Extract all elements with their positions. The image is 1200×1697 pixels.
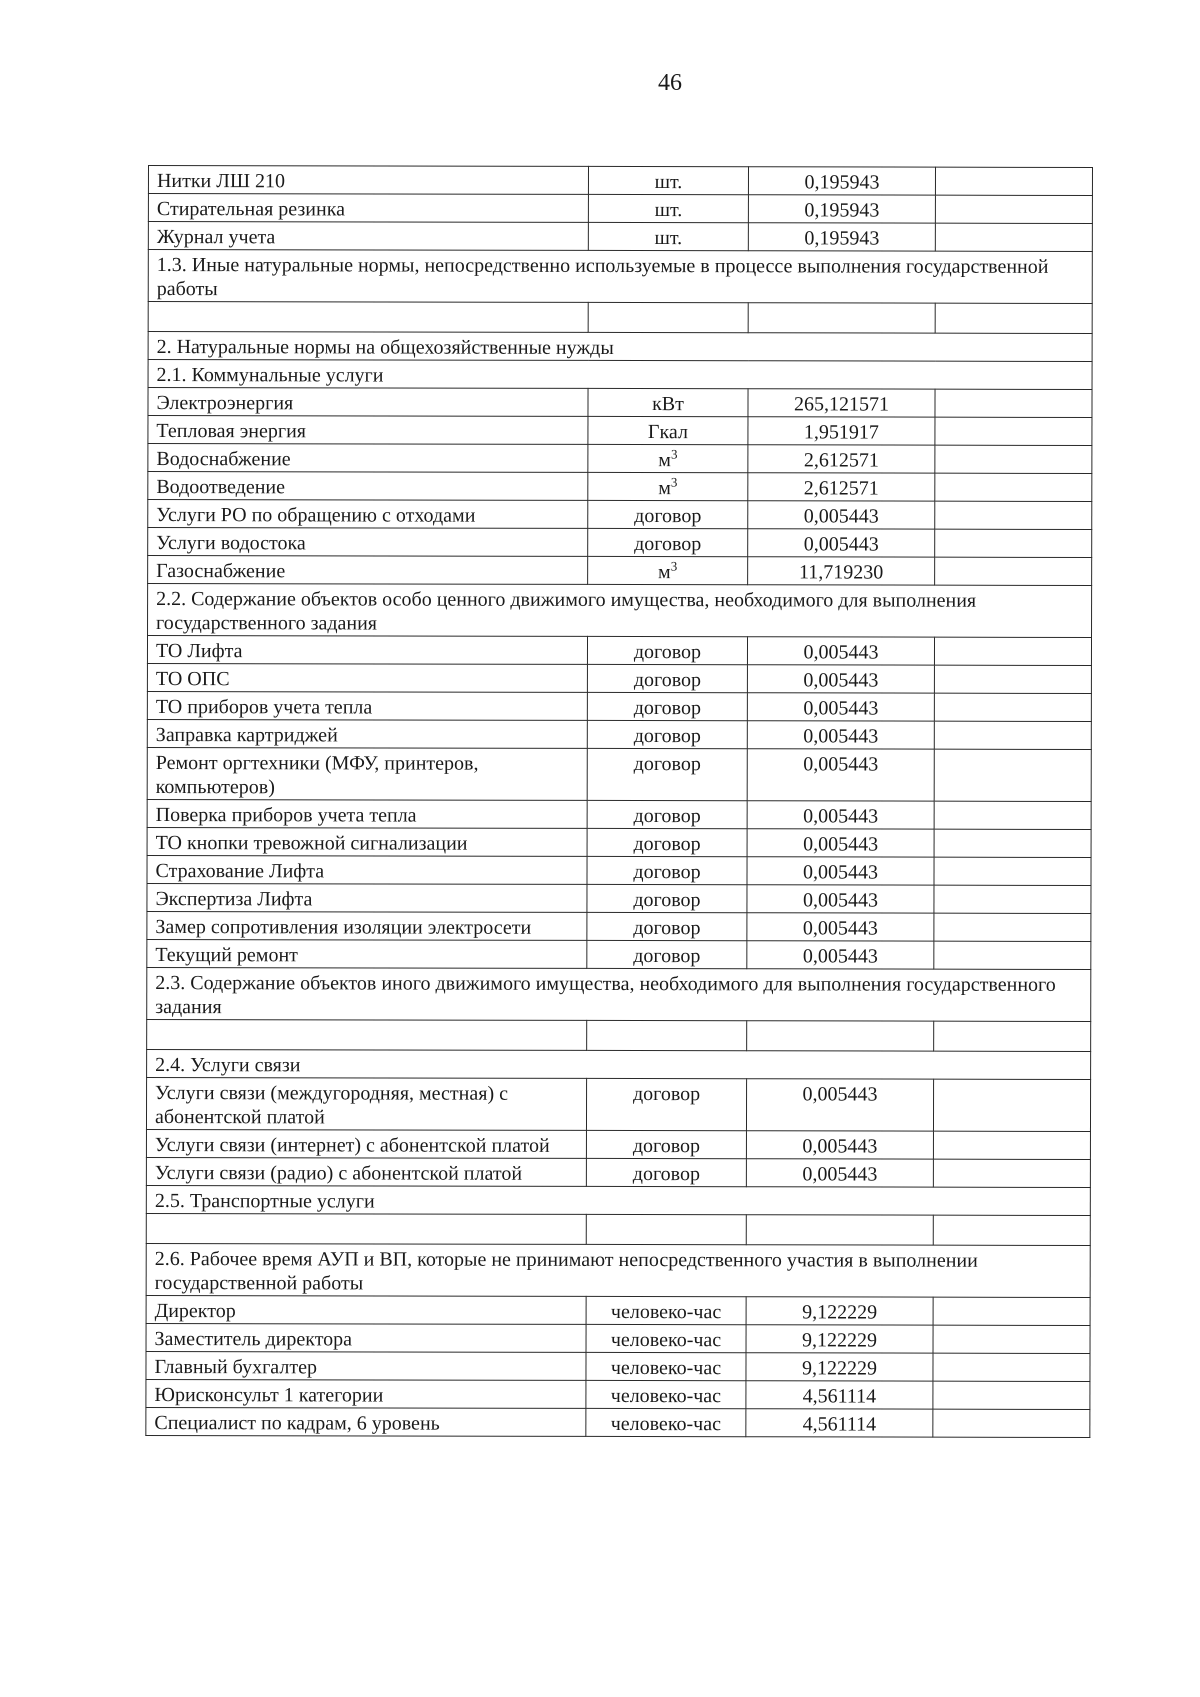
table-row [146,1323,1090,1353]
item-extra [934,913,1091,941]
section-row [148,360,1092,390]
empty-row [146,1213,1090,1245]
item-name: Водоснабжение [148,444,588,473]
item-value: 9,122229 [746,1297,933,1325]
item-extra [934,665,1091,693]
unit-text: договор [634,505,702,528]
unit-text: человеко-час [610,1328,722,1352]
item-value: 0,195943 [748,167,935,195]
item-value: 0,005443 [748,501,935,529]
item-extra [935,529,1092,557]
item-value: 0,005443 [747,637,934,665]
item-extra [933,1297,1090,1325]
item-value: 0,195943 [748,223,935,251]
item-unit [587,720,747,748]
item-extra [933,1159,1090,1187]
empty-cell [586,1214,746,1244]
item-extra [934,829,1091,857]
item-name: Поверка приборов учета тепла [147,799,587,828]
empty-cell [933,1215,1090,1245]
section-heading: 2.3. Содержание объектов иного движимого имущества, необходимого для выполнения государственного задания [147,967,1091,1021]
item-extra [934,857,1091,885]
unit-text: договор [632,1163,701,1186]
unit-superscript: 3 [670,474,678,490]
table-row [146,1157,1090,1187]
item-value: 2,612571 [748,473,935,501]
unit-text: договор [633,697,701,720]
item-extra [934,637,1091,665]
item-extra [933,1409,1090,1437]
item-value: 265,121571 [748,389,935,417]
item-name: Экспертиза Лифта [147,883,587,912]
item-value: 0,005443 [747,913,934,941]
item-name: ТО кнопки тревожной сигнализации [147,827,587,856]
item-name: Электроэнергия [148,388,588,417]
table-row [148,416,1092,446]
unit-text: человеко-час [610,1384,722,1408]
item-unit [587,664,747,692]
item-value: 0,005443 [747,721,934,749]
section-row [147,967,1091,1021]
unit-text: договор [633,945,701,968]
item-unit [588,444,748,472]
unit-text: шт. [654,227,683,250]
empty-cell [935,303,1092,333]
item-name: Страхование Лифта [147,855,587,884]
item-name: Специалист по кадрам, 6 уровень [146,1407,586,1436]
item-extra [934,721,1091,749]
empty-cell [934,1021,1091,1051]
item-name: ТО ОПС [147,663,587,692]
item-value: 0,005443 [747,885,934,913]
unit-text: договор [632,1083,701,1106]
unit-text: человеко-час [610,1412,722,1436]
norms-table [145,165,1093,1438]
empty-cell [147,1019,587,1050]
item-name: Журнал учета [148,222,588,251]
item-value: 4,561114 [746,1381,933,1409]
item-extra [934,885,1091,913]
unit-text: кВт [652,393,684,416]
unit-text: Гкал [647,421,688,444]
item-value: 0,005443 [748,529,935,557]
item-unit [587,940,747,968]
section-row [146,1243,1090,1297]
item-extra [935,417,1092,445]
item-value: 0,005443 [747,801,934,829]
item-unit [586,1130,746,1158]
section-heading: 2.5. Транспортные услуги [146,1185,1090,1215]
empty-cell [587,1020,747,1050]
item-unit [586,1158,746,1186]
item-extra [935,167,1092,195]
table-row [146,1351,1090,1381]
item-value: 4,561114 [746,1409,933,1437]
item-name: Ремонт оргтехники (МФУ, принтеров, компьютеров) [147,747,587,800]
section-heading: 2. Натуральные нормы на общехозяйственные нужды [148,332,1092,362]
norms-table-body [146,166,1093,1438]
unit-text: м [658,561,671,584]
section-row [148,250,1092,304]
unit-text: договор [633,725,701,748]
unit-superscript: 3 [670,558,678,574]
item-unit [586,1078,746,1130]
item-name: Главный бухгалтер [146,1351,586,1380]
table-row [148,472,1092,502]
table-row [147,883,1091,913]
item-name: Нитки ЛШ 210 [148,166,588,195]
item-name: Водоотведение [148,472,588,501]
section-heading: 2.4. Услуги связи [147,1049,1091,1079]
item-name: Услуги связи (радио) с абонентской платой [146,1157,586,1186]
item-name: Услуги связи (междугородняя, местная) с абонентской платой [146,1077,586,1130]
item-unit [588,528,748,556]
item-name: Услуги водостока [148,528,588,557]
item-value: 0,005443 [746,1131,933,1159]
item-name: Текущий ремонт [147,939,587,968]
table-row [148,166,1092,196]
table-row [148,222,1092,252]
unit-text: договор [633,889,701,912]
unit-text: договор [633,669,702,692]
section-heading: 2.2. Содержание объектов особо ценного движимого имущества, необходимого для выполнения государственного задания [148,584,1092,638]
unit-text: м [658,449,671,472]
section-heading: 2.1. Коммунальные услуги [148,360,1092,390]
table-row [146,1407,1090,1437]
unit-text: человеко-час [610,1356,722,1380]
item-name: Тепловая энергия [148,416,588,445]
item-extra [935,473,1092,501]
item-unit [587,828,747,856]
item-unit [587,636,747,664]
item-value: 0,005443 [747,829,934,857]
table-row [147,636,1091,666]
item-unit [587,692,747,720]
item-value: 0,005443 [747,693,934,721]
unit-text: м [658,477,671,500]
table-row [148,528,1092,558]
empty-cell [747,1021,934,1051]
item-unit [587,912,747,940]
table-row [148,388,1092,418]
item-extra [935,389,1092,417]
table-row [148,444,1092,474]
item-name: Газоснабжение [148,556,588,585]
unit-text: договор [633,641,702,664]
table-row [147,719,1091,749]
unit-text: договор [633,753,701,776]
item-value: 1,951917 [748,417,935,445]
table-row [147,663,1091,693]
item-extra [935,445,1092,473]
unit-text: договор [634,533,702,556]
item-unit [588,222,748,250]
item-unit [586,1324,746,1352]
item-unit [588,472,748,500]
item-value: 0,195943 [748,195,935,223]
item-name: ТО приборов учета тепла [147,691,587,720]
item-unit [588,500,748,528]
unit-text: договор [633,833,701,856]
table-row [146,1295,1090,1325]
item-unit [588,556,748,584]
item-value: 9,122229 [746,1353,933,1381]
page-number: 46 [658,70,682,96]
table-row [147,939,1091,969]
item-value: 0,005443 [747,857,934,885]
unit-text: договор [632,1135,701,1158]
item-name: Услуги связи (интернет) с абонентской платой [146,1129,586,1158]
item-extra [935,223,1092,251]
unit-text: шт. [654,199,683,222]
item-value: 9,122229 [746,1325,933,1353]
item-unit [586,1352,746,1380]
item-extra [935,195,1092,223]
item-name: Замер сопротивления изоляции электросети [147,911,587,940]
item-name: Стирательная резинка [148,194,588,223]
item-extra [933,1325,1090,1353]
unit-text: человеко-час [610,1300,722,1324]
item-unit [587,884,747,912]
table-row [148,500,1092,530]
table-row [147,827,1091,857]
item-extra [935,501,1092,529]
table-row [148,194,1092,224]
section-row [147,1049,1091,1079]
item-extra [934,801,1091,829]
unit-text: шт. [654,171,683,194]
item-extra [935,557,1092,585]
table-row [146,1077,1090,1131]
item-name: Юрисконсульт 1 категории [146,1379,586,1408]
empty-cell [746,1215,933,1245]
item-value: 11,719230 [748,557,935,585]
item-unit [587,800,747,828]
item-extra [933,1131,1090,1159]
table-row [147,799,1091,829]
table-row [147,855,1091,885]
item-value: 0,005443 [747,665,934,693]
empty-row [147,1019,1091,1051]
item-unit [588,416,748,444]
table-row [147,691,1091,721]
item-extra [933,1381,1090,1409]
item-value: 0,005443 [746,1079,933,1131]
table-row [147,911,1091,941]
item-name: ТО Лифта [147,636,587,665]
item-unit [586,1380,746,1408]
item-extra [934,693,1091,721]
item-unit [588,388,748,416]
item-name: Директор [146,1295,586,1324]
unit-text: договор [633,917,701,940]
item-unit [587,856,747,884]
item-unit [587,748,747,800]
item-extra [933,1353,1090,1381]
item-extra [934,749,1091,801]
section-row [146,1185,1090,1215]
table-row [146,1129,1090,1159]
item-name: Заместитель директора [146,1323,586,1352]
item-unit [588,166,748,194]
section-row [148,332,1092,362]
unit-text: договор [633,805,701,828]
empty-cell [748,303,935,333]
item-name: Услуги РО по обращению с отходами [148,500,588,529]
unit-superscript: 3 [670,446,678,462]
empty-row [148,302,1092,334]
item-unit [586,1296,746,1324]
item-name: Заправка картриджей [147,719,587,748]
item-unit [586,1408,746,1436]
section-row [148,584,1092,638]
section-heading: 2.6. Рабочее время АУП и ВП, которые не принимают непосредственного участия в выполнении государственной работы [146,1243,1090,1297]
empty-cell [148,302,588,333]
section-heading: 1.3. Иные натуральные нормы, непосредственно используемые в процессе выполнения государственной работы [148,250,1092,304]
empty-cell [146,1213,586,1244]
item-value: 0,005443 [746,1159,933,1187]
table-row [147,747,1091,801]
item-unit [588,194,748,222]
item-value: 0,005443 [747,941,934,969]
unit-text: договор [633,861,701,884]
empty-cell [588,302,748,332]
table-row [148,556,1092,586]
item-value: 0,005443 [747,749,934,801]
table-row [146,1379,1090,1409]
item-extra [933,1079,1090,1131]
item-value: 2,612571 [748,445,935,473]
item-extra [934,941,1091,969]
